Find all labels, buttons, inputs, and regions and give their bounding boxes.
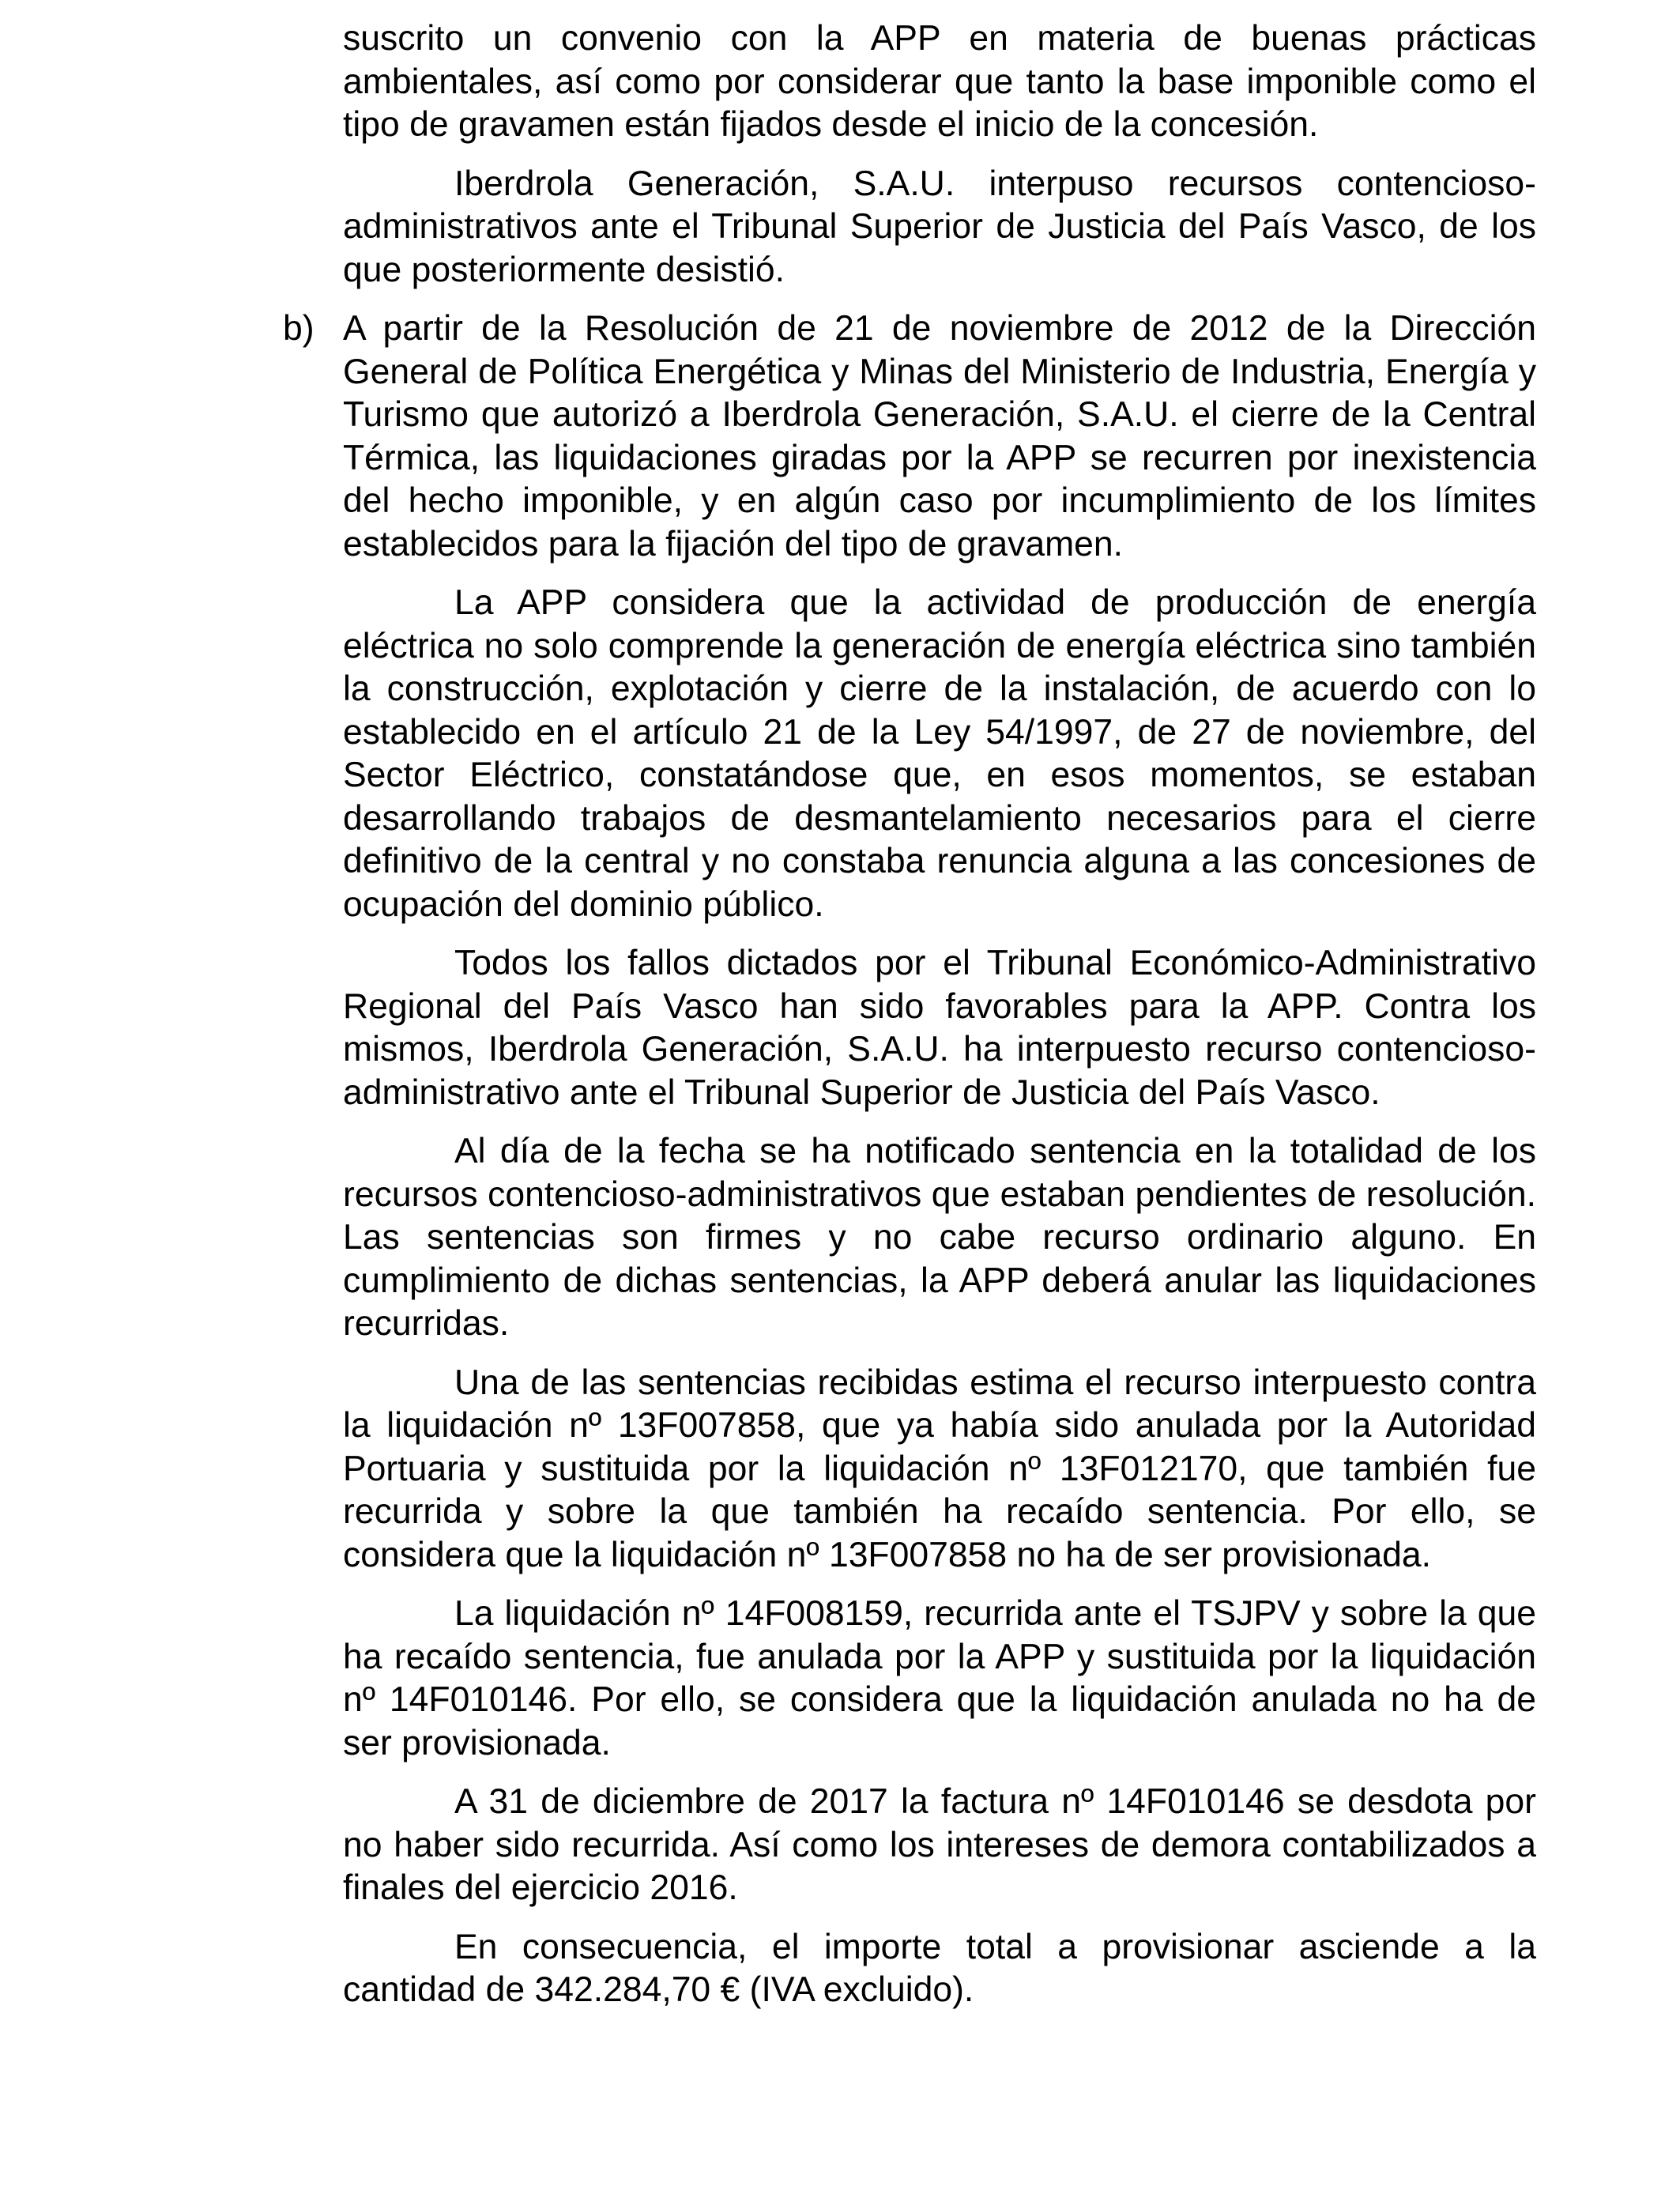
- paragraph: Todos los fallos dictados por el Tribunal Económico-Administrativo Regional del País Vasco han sido favorables para la APP. Contra los mismos, Iberdrola Generación, S.A.U. ha interpuesto recurso contencioso-administrativo ante el Tribunal Superior de Justicia del País Vasco.: [343, 944, 1536, 1112]
- paragraph: A 31 de diciembre de 2017 la factura nº 14F010146 se desdota por no haber sido recurrida. Así como los intereses de demora contabilizados a finales del ejercicio 2016.: [343, 1782, 1536, 1907]
- list-item-b: [283, 307, 1536, 566]
- paragraph: La APP considera que la actividad de producción de energía eléctrica no solo comprende la generación de energía eléctrica sino también la construcción, explotación y cierre de la instalación, de acuerdo con lo establecido en el artículo 21 de la Ley 54/1997, de 27 de noviembre, del Sector Eléctrico, constatándose que, en esos momentos, se estaban desarrollando trabajos de desmantelamiento necesarios para el cierre definitivo de la central y no constaba renuncia alguna a las concesiones de ocupación del dominio público.: [343, 583, 1536, 924]
- paragraph: suscrito un convenio con la APP en materia de buenas prácticas ambientales, así como por considerar que tanto la base imponible como el tipo de gravamen están fijados desde el inicio de la concesión.: [343, 19, 1536, 144]
- paragraph: En consecuencia, el importe total a provisionar asciende a la cantidad de 342.284,70 € (IVA excluido).: [343, 1927, 1536, 2009]
- paragraph: Al día de la fecha se ha notificado sentencia en la totalidad de los recursos contencioso-administrativos que estaban pendientes de resolución. Las sentencias son firmes y no cabe recurso ordinario alguno. En cumplimiento de dichas sentencias, la APP deberá anular las liquidaciones recurridas.: [343, 1132, 1536, 1343]
- paragraph: La liquidación nº 14F008159, recurrida ante el TSJPV y sobre la que ha recaído sentencia, fue anulada por la APP y sustituida por la liquidación nº 14F010146. Por ello, se considera que la liquidación anulada no ha de ser provisionada.: [343, 1594, 1536, 1762]
- paragraph: Iberdrola Generación, S.A.U. interpuso recursos contencioso-administrativos ante el Tribunal Superior de Justicia del País Vasco, de los que posteriormente desistió.: [343, 164, 1536, 289]
- document-body: [283, 17, 1536, 2028]
- paragraph: Una de las sentencias recibidas estima el recurso interpuesto contra la liquidación nº 13F007858, que ya había sido anulada por la Autoridad Portuaria y sustituida por la liquidación nº 13F012170, que también fue recurrida y sobre la que también ha recaído sentencia. Por ello, se considera que la liquidación nº 13F007858 no ha de ser provisionada.: [343, 1363, 1536, 1574]
- list-item-text: A partir de la Resolución de 21 de noviembre de 2012 de la Dirección General de Política Energética y Minas del Ministerio de Industria, Energía y Turismo que autorizó a Iberdrola Generación, S.A.U. el cierre de la Central Térmica, las liquidaciones giradas por la APP se recurren por inexistencia del hecho imponible, y en algún caso por incumplimiento de los límites establecidos para la fijación del tipo de gravamen.: [343, 309, 1536, 564]
- list-marker: b): [283, 309, 315, 348]
